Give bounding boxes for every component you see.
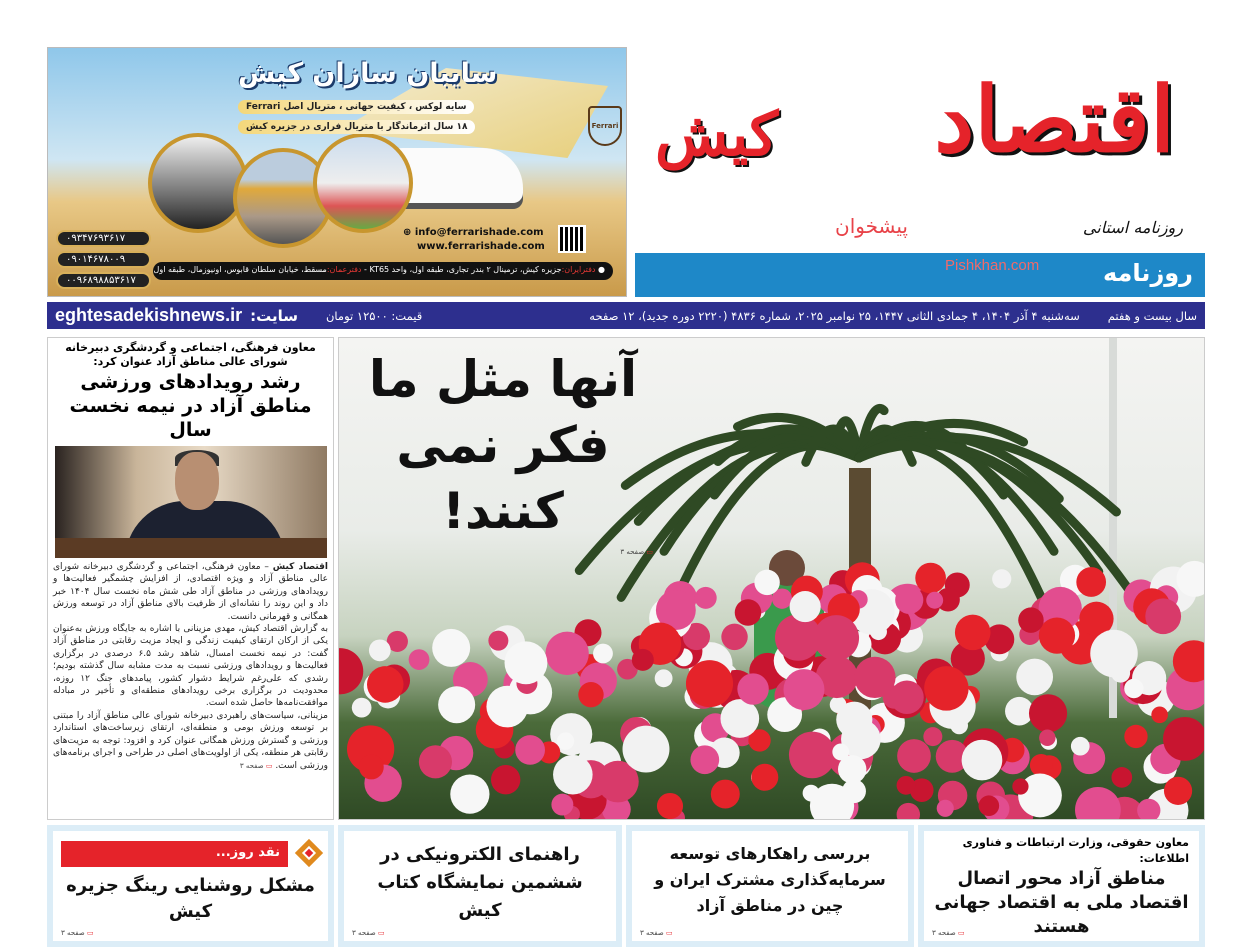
qr-code-icon	[558, 225, 586, 253]
flower	[1012, 778, 1028, 794]
ad-phone[interactable]: ۰۹۰۱۴۶۷۸۰۰۹	[56, 251, 151, 268]
flower	[1145, 598, 1181, 634]
masthead-band	[635, 253, 1205, 297]
flower	[419, 745, 452, 778]
flower	[488, 631, 508, 651]
story-headline[interactable]: راهنمای الکترونیکی در ششمین نمایشگاه کتاب کیش	[377, 844, 583, 921]
hero-text-block	[353, 346, 653, 556]
flower	[1016, 659, 1053, 696]
flower	[814, 615, 860, 661]
flower	[897, 739, 931, 773]
globe-icon: ⊕	[403, 227, 415, 238]
page-reference[interactable]: ▭ صفحه ۳	[61, 929, 94, 938]
section-label: نقد روز...	[61, 841, 288, 867]
bottom-story[interactable]	[918, 825, 1205, 947]
ad-tagline: سایه لوکس ، کیفیت جهانی ، متریال اصل Ferrari	[238, 100, 474, 114]
bottom-story[interactable]	[338, 825, 622, 947]
flower	[895, 586, 923, 614]
flower	[923, 727, 942, 746]
flower	[450, 775, 489, 814]
flower	[515, 735, 545, 765]
flower	[657, 793, 683, 819]
masthead-band-label: روزنامه	[1103, 259, 1193, 287]
flower	[1039, 617, 1075, 653]
article-photo	[55, 446, 327, 558]
article-paragraph: به گزارش اقتصاد کیش، مهدی مزینانی با اشاره به جایگاه ورزش به‌عنوان یکی از ارکان ارتقای کیفیت زندگی و ایجاد مزیت رقابتی در مناطق آزاد گفت: در نیمه نخست امسال، شاهد رشد ۶.۵ درصدی در برگزاری فعالیت‌ها و رویدادهای ورزشی نسبت به مدت مشابه سال گذشته بودیم؛ رشدی که علی‌رغم شرایط دشوار کشور، پیامدهای جنگ ۱۲ روزه، محدودیت در برگزاری برخی رویدادهای منطقه‌ای و تأخیر در مبادله موافقت‌نامه‌ها حاصل شده است.	[53, 624, 328, 709]
page-reference[interactable]: ▭ صفحه ۳	[352, 929, 385, 938]
flower	[369, 639, 391, 661]
story-kicker: معاون حقوقی، وزارت ارتباطات و فناوری اطلاعات:	[962, 836, 1189, 865]
flower	[359, 755, 384, 780]
flower	[578, 682, 603, 707]
flower	[623, 726, 670, 773]
flower	[686, 660, 733, 707]
hero-headline[interactable]: آنها مثل ما فکر نمی کنند!	[368, 350, 638, 540]
ferrari-logo: Ferrari	[588, 106, 622, 146]
issue-info-bar	[47, 302, 1205, 329]
price: قیمت: ۱۲۵۰۰ تومان	[325, 308, 423, 323]
story-headline[interactable]: مناطق آزاد محور اتصال اقتصاد ملی به اقتصاد جهانی هستند	[934, 868, 1189, 937]
flower	[737, 673, 768, 704]
flower	[1151, 707, 1168, 724]
flower	[409, 649, 430, 670]
page-reference[interactable]: ▭ صفحه ۳	[640, 929, 673, 938]
ad-address-oman: مسقط، خیابان سلطان قابوس، اونیوزمال، طبقه اول	[153, 265, 327, 274]
flower	[937, 800, 954, 817]
hero-photo-story[interactable]	[338, 337, 1205, 820]
ad-address-iran: جزیره کیش، ترمینال ۲ بندر تجاری، طبقه اول، واحد KT65 -	[364, 265, 562, 274]
ad-contact	[403, 226, 545, 254]
flower	[593, 644, 613, 664]
page-reference[interactable]: ▭ صفحه ۳	[240, 762, 273, 770]
newspaper-logo-kish: کیش	[655, 100, 779, 170]
flower	[721, 624, 747, 650]
article-headline[interactable]: رشد رویدادهای ورزشی مناطق آزاد در نیمه نخست سال	[69, 371, 312, 441]
flower	[690, 745, 719, 774]
bottom-story[interactable]	[626, 825, 914, 947]
flower	[1030, 754, 1052, 776]
site-label: سایت:	[250, 306, 298, 325]
flower	[979, 795, 1000, 816]
page-reference[interactable]: ▭ صفحه ۳	[932, 929, 965, 938]
flower	[655, 669, 673, 687]
ad-website[interactable]: www.ferrarishade.com	[417, 241, 545, 252]
flower	[1124, 725, 1147, 748]
flower	[1029, 694, 1067, 732]
masthead	[635, 45, 1205, 297]
ad-phone[interactable]: ۰۰۹۶۸۹۸۸۵۳۶۱۷	[56, 272, 151, 289]
ad-photo-circle	[148, 133, 248, 233]
flower	[783, 669, 824, 710]
flower	[553, 755, 593, 795]
flower	[695, 587, 717, 609]
flower	[1164, 777, 1192, 805]
flower	[557, 732, 574, 749]
page-reference[interactable]: ▭ صفحه ۳	[353, 548, 653, 556]
flower	[720, 699, 759, 738]
flower	[1076, 567, 1106, 597]
flower	[735, 599, 762, 626]
ad-photo-circle	[313, 133, 413, 233]
ad-phone[interactable]: ۰۹۳۴۷۶۹۳۶۱۷	[56, 230, 151, 247]
flower	[962, 740, 1003, 781]
diamond-icon	[295, 839, 323, 867]
flower	[915, 563, 946, 594]
flower	[491, 765, 520, 794]
story-headline[interactable]: مشکل روشنایی رینگ جزیره کیش	[66, 875, 315, 922]
flower	[754, 570, 779, 595]
ad-address-label: دفترعمان:	[326, 265, 362, 274]
flower	[1124, 679, 1143, 698]
flower	[545, 632, 588, 675]
masthead-subtitle: روزنامه استانی	[1082, 218, 1183, 237]
flower	[339, 648, 363, 694]
side-article[interactable]	[47, 337, 334, 820]
flower	[992, 569, 1011, 588]
article-source: اقتصاد کیش	[272, 562, 328, 572]
flower	[1039, 730, 1055, 746]
ad-phone-list	[56, 230, 151, 289]
flower	[1075, 787, 1121, 820]
newspaper-logo: اقتصاد	[934, 67, 1175, 173]
flower	[897, 776, 916, 795]
flower	[924, 666, 969, 711]
flower	[367, 666, 404, 703]
flower	[1090, 630, 1138, 678]
flower	[836, 702, 872, 738]
flower	[352, 698, 372, 718]
flower	[1071, 737, 1090, 756]
watermark: Pishkhan.com	[945, 257, 1040, 274]
flower	[551, 794, 573, 816]
article-text: – معاون فرهنگی، اجتماعی و گردشگری دبیرخانه شورای عالی مناطق آزاد و ویژه اقتصادی، از افزایش چشمگیر فعالیت‌ها و رویدادهای ورزشی در مناطق آزاد طی شش ماه نخست سال ۱۴۰۴ خبر داد و این روند را نشانه‌ای از ظرفیت بالای مناطق آزاد در توسعه ورزش همگانی و قهرمانی دانست.	[53, 562, 328, 622]
flower	[438, 686, 475, 723]
flower	[1018, 607, 1043, 632]
site-link[interactable]: eghtesadekishnews.ir	[55, 305, 243, 325]
flower	[955, 615, 991, 651]
flower	[505, 641, 548, 684]
ad-address	[153, 262, 613, 280]
story-headline[interactable]: بررسی راهکارهای توسعه سرمایه‌گذاری مشترک ایران و چین در مناطق آزاد	[654, 844, 886, 915]
ad-address-label: دفترایران:	[561, 265, 596, 274]
article-kicker: معاون فرهنگی، اجتماعی و گردشگری دبیرخانه شورای عالی مناطق آزاد عنوان کرد:	[65, 341, 316, 368]
flower	[790, 591, 821, 622]
flower	[926, 592, 943, 609]
ad-email[interactable]: info@ferrarishade.com	[414, 227, 544, 238]
advertisement-banner[interactable]	[47, 47, 627, 297]
location-pin-icon: ●	[595, 265, 605, 274]
bottom-story-critique[interactable]	[47, 825, 334, 947]
article-paragraph	[53, 561, 328, 623]
flower	[854, 657, 895, 698]
flower	[751, 764, 778, 791]
article-paragraph	[53, 710, 328, 772]
flower	[897, 803, 920, 820]
flower	[1111, 767, 1132, 788]
issue-date: سه‌شنبه ۴ آذر ۱۴۰۴، ۴ جمادی الثانی ۱۴۴۷، ۲۵ نوامبر ۲۰۲۵، شماره ۴۸۳۶ (۲۲۲۰ دوره جدید)، ۱۲ صفحه	[589, 308, 1080, 323]
ad-title: سایبان سازان کیش	[238, 58, 498, 89]
flower	[838, 755, 866, 783]
flower	[1163, 717, 1205, 761]
ad-tagline-2: ۱۸ سال اثرماندگار با متریال فراری در جزیره کیش	[238, 120, 475, 134]
flower	[432, 629, 470, 667]
volume-year: سال بیست و هفتم	[1107, 308, 1197, 323]
flower	[711, 780, 740, 809]
flower	[632, 649, 654, 671]
article-text: مزینانی، سیاست‌های راهبردی دبیرخانه شورای عالی مناطق آزاد را مبتنی بر توسعه ورزش بومی و منطقه‌ای، ارتقای زیرساخت‌های استاندارد ورزشی و گسترش ورزش همگانی عنوان کرد و افزود: توجه به مزیت‌های رقابتی هر منطقه، یکی از اولویت‌های اصلی در طراحی و اجرای برنامه‌های ورزشی است.	[53, 710, 328, 771]
watermark-fa: پیشخوان	[835, 214, 908, 238]
flower	[890, 680, 924, 714]
